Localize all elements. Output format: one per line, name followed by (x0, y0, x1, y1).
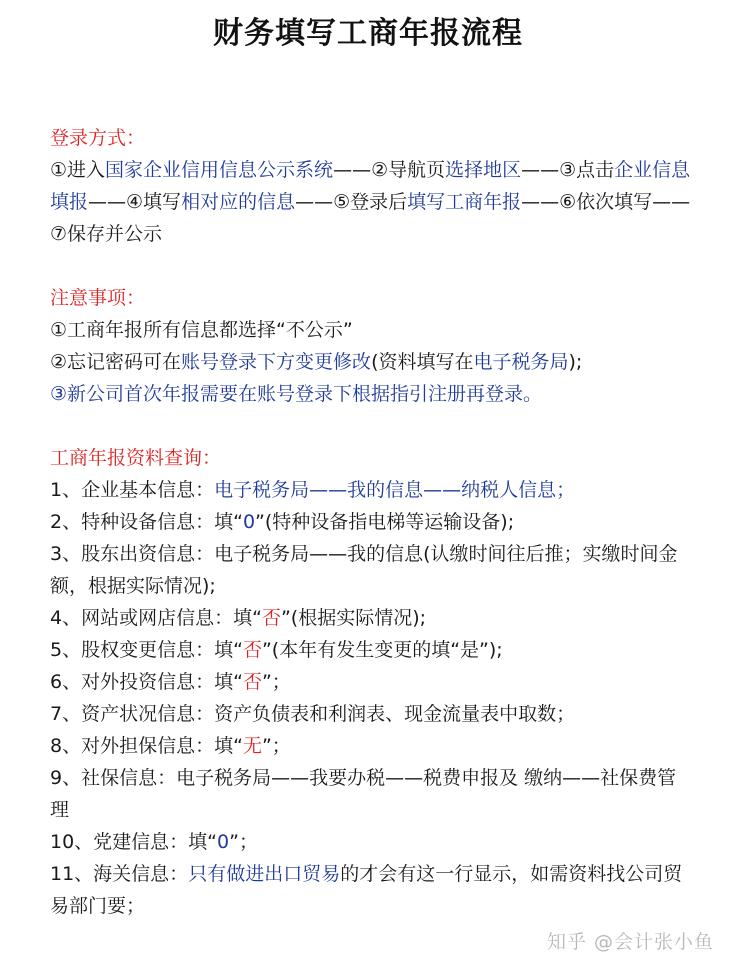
query-segment: ”(特种设备指电梯等运输设备); (255, 511, 515, 533)
note-segment: 电子税务局 (473, 351, 569, 373)
query-segment: 电子税务局——我的信息——纳税人信息； (214, 479, 576, 501)
query-item (50, 538, 695, 602)
query-segment: 8、对外担保信息：填“ (50, 735, 243, 757)
login-step-segment: 填写工商年报 (407, 191, 522, 213)
query-segment: 只有做进出口贸易 (188, 863, 341, 885)
note-item (50, 378, 695, 410)
notes-heading: 注意事项： (50, 287, 146, 309)
login-steps (50, 154, 695, 250)
note-segment: ②忘记密码可在 (50, 351, 182, 373)
query-item (50, 858, 695, 922)
query-segment: 3、股东出资信息：电子税务局——我的信息(认缴时间往后推；实缴时间金额，根据实际情况); (50, 543, 678, 597)
login-step-segment: 选择地区 (445, 159, 522, 181)
login-step-segment: ——③点击 (521, 159, 615, 181)
query-segment: ”； (261, 671, 291, 693)
query-item (50, 698, 695, 730)
query-segment: 无 (242, 735, 262, 757)
query-segment: 7、资产状况信息：资产负债表和利润表、现金流量表中取数； (50, 703, 576, 725)
query-item (50, 506, 695, 538)
login-step-segment: 国家企业信用信息公示系统 (105, 159, 334, 181)
query-item (50, 730, 695, 762)
query-item (50, 826, 695, 858)
query-segment: ”(本年有发生变更的填“是”); (261, 639, 503, 661)
login-heading: 登录方式： (50, 127, 146, 149)
query-segment: 11、海关信息： (50, 863, 189, 885)
query-segment: 0 (217, 831, 230, 853)
watermark: 知乎 @会计张小鱼 (546, 931, 714, 953)
note-segment: (资料填写在 (371, 351, 474, 373)
login-step-segment: ——⑤登录后 (295, 191, 408, 213)
query-item (50, 634, 695, 666)
query-segment: 5、股权变更信息：填“ (50, 639, 243, 661)
query-segment: 否 (261, 607, 281, 629)
query-heading: 工商年报资料查询： (50, 447, 222, 469)
query-item (50, 602, 695, 634)
note-item (50, 314, 695, 346)
login-step-segment: 企业信息填报 (50, 159, 691, 213)
query-item (50, 474, 695, 506)
query-segment: 的才会有这一行显示，如需资料找公司贸易部门要； (50, 863, 683, 917)
document-body (50, 122, 695, 922)
query-segment: 9、社保信息：电子税务局——我要办税——税费申报及 缴纳——社保费管理 (50, 767, 677, 821)
note-segment: ③新公司首次年报需要在账号登录下根据指引注册再登录。 (50, 383, 543, 405)
query-segment: 2、特种设备信息：填“ (50, 511, 243, 533)
login-step-segment: 相对应的信息 (181, 191, 296, 213)
login-step-segment: ——②导航页 (333, 159, 446, 181)
query-segment: 否 (242, 671, 262, 693)
query-segment: 6、对外投资信息：填“ (50, 671, 243, 693)
query-segment: ”； (261, 735, 291, 757)
note-segment: ); (568, 351, 583, 373)
query-segment: 1、企业基本信息： (50, 479, 215, 501)
query-segment: 否 (242, 639, 262, 661)
query-item (50, 666, 695, 698)
note-item (50, 346, 695, 378)
query-item (50, 762, 695, 826)
login-step-segment: ①进入 (50, 159, 106, 181)
query-segment: 0 (242, 511, 256, 533)
note-segment: 账号登录下方变更修改 (181, 351, 372, 373)
page-title: 财务填写工商年报流程 (213, 16, 523, 51)
login-step-segment: ——④填写 (88, 191, 182, 213)
query-segment: ”； (229, 831, 258, 853)
login-step-segment: ——⑥依次填写——⑦保存并公示 (50, 191, 691, 245)
query-segment: 10、党建信息：填“ (50, 831, 218, 853)
query-segment: 4、网站或网店信息：填“ (50, 607, 262, 629)
note-segment: ①工商年报所有信息都选择“不公示” (50, 319, 353, 341)
query-segment: ”(根据实际情况); (280, 607, 427, 629)
